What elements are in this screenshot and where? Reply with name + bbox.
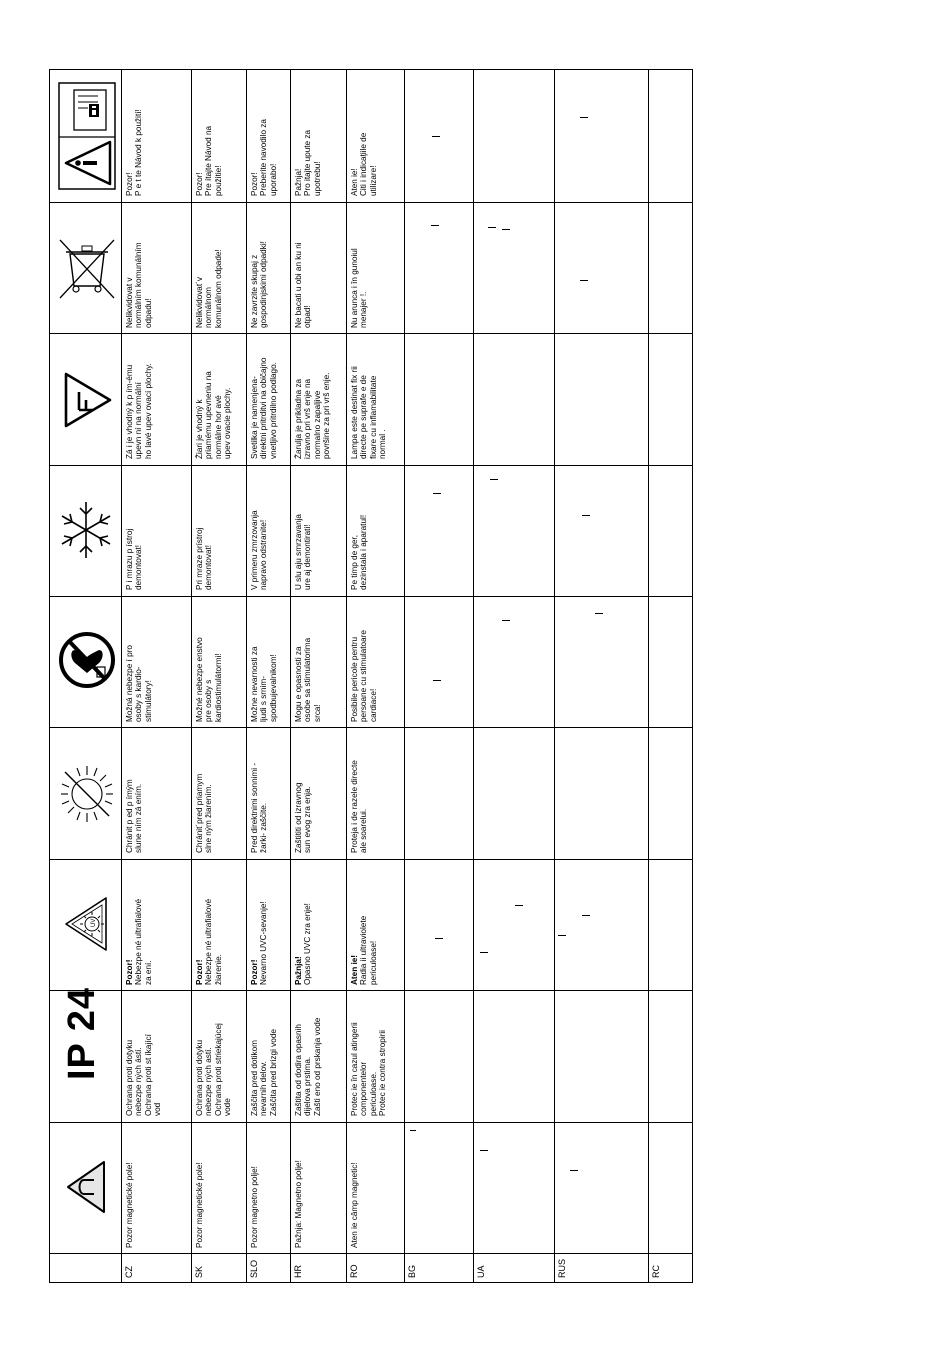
cell-slo-magnet: Pozor magnetno polje! — [250, 1166, 259, 1248]
cell-sk-manual: Pozor! Pre ítajte Návod na použitie! — [195, 125, 223, 196]
glyph-remnant — [502, 229, 510, 230]
cell-sk-uv-text: Nebezpe né ultrafialové žiarenie. — [204, 898, 223, 985]
cell-ro-magnet: Aten ie câmp magnetic! — [350, 1162, 359, 1248]
cell-sk-bin: Nelikvidovat´v normálnom komunálnom odpade! — [195, 249, 223, 328]
cell-sk-f: Žiari je vhodný k priamému upevneniu na normálne hor avé upev ovacie plochy. — [195, 371, 233, 459]
grid-line — [121, 70, 122, 1282]
cell-sk-sun: Chránit´pred priamym slne ným žiarením. — [195, 773, 214, 853]
lang-label-sk: SK — [194, 1265, 204, 1278]
cell-hr-uv — [294, 861, 344, 985]
cell-ro-frost: Pe timp de ger, dezinstala i aparatul! — [350, 514, 369, 590]
cell-slo-sun: Pred direktnimi sonnimi - žarki- zaščite. — [250, 762, 269, 853]
glyph-remnant — [558, 935, 566, 936]
f-symbol-icon — [58, 370, 114, 430]
cell-ro-ip: Protec ie în cazul atingerii componentelor periculoase. Protec ie contra stropirii — [350, 1022, 388, 1116]
cell-ro-sun: Proteja i de razele directe ale soarelui. — [350, 760, 369, 853]
cell-ro-bin: Nu arunca i în gunoiul menajer !. — [350, 248, 369, 328]
glyph-remnant — [595, 613, 603, 614]
grid-line — [50, 1253, 692, 1254]
glyph-remnant — [582, 915, 590, 916]
sun-protect-icon — [58, 762, 116, 826]
pacemaker-prohibited-icon — [57, 627, 117, 693]
cell-sk-magnet: Pozor magnetické pole! — [195, 1162, 204, 1248]
cell-slo-bin: Ne zavrzite skupaj z gospodinjskimi odpadki! — [250, 241, 269, 328]
cell-hr-frost: U slu aju smrzavanja ure aj demontirati! — [294, 514, 313, 590]
grid-line — [191, 70, 192, 1282]
grid-line — [50, 990, 692, 991]
grid-line — [50, 859, 692, 860]
ip24-rating-icon: IP 24 — [61, 986, 103, 1080]
cell-cz-uv — [125, 861, 189, 985]
glyph-remnant — [490, 479, 498, 480]
cell-slo-ip: Zaščita pred dotikom nevarnih delov. Zaščita pred brizgi vode — [250, 1029, 278, 1116]
cell-hr-uv-text: Opasno UVC zra enje! — [303, 903, 313, 985]
glyph-remnant — [432, 136, 440, 137]
magnet-warning-icon — [62, 1156, 110, 1218]
glyph-remnant — [480, 952, 488, 953]
warning-manual-icon — [58, 82, 116, 190]
grid-line — [648, 70, 649, 1282]
cell-slo-frost: V primeru zmrzovanja napravo odstranite! — [250, 510, 269, 590]
cell-cz-bin: Nelikvidovat v normálním komunálním odpadu! — [125, 242, 153, 328]
cell-sk-ip: Ochrana proti dotyku nebezpe ných astí. Ochrana proti striekajúcej vode — [195, 1023, 233, 1116]
cell-slo-uv-title: Pozor! — [250, 959, 259, 985]
cell-ro-uv-text: Radia ii ultraviolete periculoase! — [359, 915, 378, 985]
cell-ro-f: Lampa este destinat fix rii directe pe suprafe e de fixare cu inflamabilitate normal . — [350, 366, 388, 459]
cell-slo-uv — [250, 861, 290, 985]
cell-ro-manual: Aten ie! Citi i indicaţiile de utilizare! — [350, 132, 378, 196]
cell-cz-manual: Pozor! P e t te Návod k použití! — [125, 109, 144, 196]
glyph-remnant — [515, 905, 523, 906]
grid-line — [50, 333, 692, 334]
cell-hr-uv-title: Pažnja! — [294, 956, 303, 985]
cell-slo-pacemaker: Možne nevarnosti za ljudi s srnim- spodbujevalnikom! — [250, 646, 278, 722]
lang-label-ua: UA — [476, 1265, 486, 1278]
lang-label-rus: RUS — [557, 1258, 567, 1278]
cell-sk-pacemaker: Možné nebezpe enstvo pre osoby s kardiostimulátormi! — [195, 637, 223, 722]
glyph-remnant — [580, 280, 588, 281]
lang-label-bg: BG — [407, 1264, 417, 1278]
cell-cz-pacemaker: Možná nebezpe í pro osoby s kardio- stimulátory! — [125, 645, 153, 722]
grid-line — [554, 70, 555, 1282]
glyph-remnant — [570, 1170, 578, 1171]
svg-text:UV: UV — [91, 918, 97, 927]
cell-cz-magnet: Pozor magnetické pole! — [125, 1162, 134, 1248]
cell-cz-sun: Chránit p ed p ímým slune ním zá ením. — [125, 779, 144, 853]
glyph-remnant — [435, 938, 443, 939]
lang-label-ro: RO — [349, 1264, 359, 1278]
grid-line — [50, 202, 692, 203]
cell-hr-magnet: Pažnja: Magnetno polje! — [294, 1160, 303, 1248]
lang-label-rc: RC — [651, 1265, 661, 1278]
lang-label-cz: CZ — [124, 1266, 134, 1278]
cell-hr-ip: Zaštita od dodira opasnih dijelova prstima. Zašti eno od prskanja vode — [294, 1017, 322, 1116]
cell-cz-frost: P i mrazu p ístroj demontovat! — [125, 528, 144, 590]
grid-line — [50, 596, 692, 597]
grid-line — [246, 70, 247, 1282]
grid-line — [50, 727, 692, 728]
cell-ro-uv — [350, 861, 402, 985]
uv-warning-icon — [60, 892, 112, 956]
cell-hr-sun: Zaštititi od izravnog sun evog zra enja. — [294, 782, 313, 853]
glyph-remnant — [488, 227, 496, 228]
glyph-remnant — [502, 620, 510, 621]
lang-label-slo: SLO — [249, 1259, 259, 1278]
cell-ro-pacemaker: Posibile pericole pentru persoane cu stimulatoare cardiace! — [350, 630, 378, 722]
grid-line — [346, 70, 347, 1282]
cell-hr-manual: Pažnja! Pro itajte upute za upotrebu! — [294, 130, 322, 196]
frost-icon — [58, 498, 114, 562]
glyph-remnant — [480, 1150, 488, 1151]
cell-ro-uv-title: Aten ie! — [350, 954, 359, 985]
crossed-bin-icon — [56, 236, 118, 302]
cell-cz-f: Zá i je vhodný k p ím-ému upevn ní na normální ho lavé upev ovací plochy. — [125, 363, 153, 459]
glyph-remnant — [580, 117, 588, 118]
cell-sk-frost: Pri mraze prístroj demontovat! — [195, 527, 214, 590]
cell-slo-manual: Pozor! Preberite navodilo za uporabo! — [250, 119, 278, 196]
cell-slo-uv-text: Nevarno UVC-sevanje! — [259, 901, 269, 985]
cell-sk-uv-title: Pozor! — [195, 959, 204, 985]
glyph-remnant — [433, 680, 441, 681]
glyph-remnant — [410, 1130, 416, 1131]
cell-hr-pacemaker: Mogu e opasnosti za osobe sa stimulatorima srca! — [294, 637, 322, 722]
cell-sk-uv — [195, 861, 245, 985]
cell-cz-uv-text: Nebezpe né ultrafialové za ení. — [134, 898, 153, 985]
glyph-remnant — [431, 225, 439, 226]
cell-hr-bin: Ne bacati u obi an ku ni otpad! — [294, 242, 313, 328]
lang-label-hr: HR — [293, 1265, 303, 1278]
grid-line — [290, 70, 291, 1282]
cell-cz-uv-title: Pozor! — [125, 959, 134, 985]
glyph-remnant — [433, 493, 441, 494]
glyph-remnant — [582, 515, 590, 516]
symbol-table — [49, 69, 693, 1283]
grid-line — [473, 70, 474, 1282]
cell-hr-f: Žarulja je prikladna za izravno pri vrš enje na normalno zapaljive površine za pri vrš enje. — [294, 372, 332, 459]
cell-slo-f: Svetilka je namenjena- direktni pritrditvi na običajno vnetljivo pritrdilno podlago. — [250, 357, 278, 459]
cell-cz-ip: Ochrana proti dotyku nebezpe ných ástí. Ochrana proti st íkající vod — [125, 1034, 163, 1116]
grid-line — [404, 70, 405, 1282]
grid-line — [50, 1122, 692, 1123]
